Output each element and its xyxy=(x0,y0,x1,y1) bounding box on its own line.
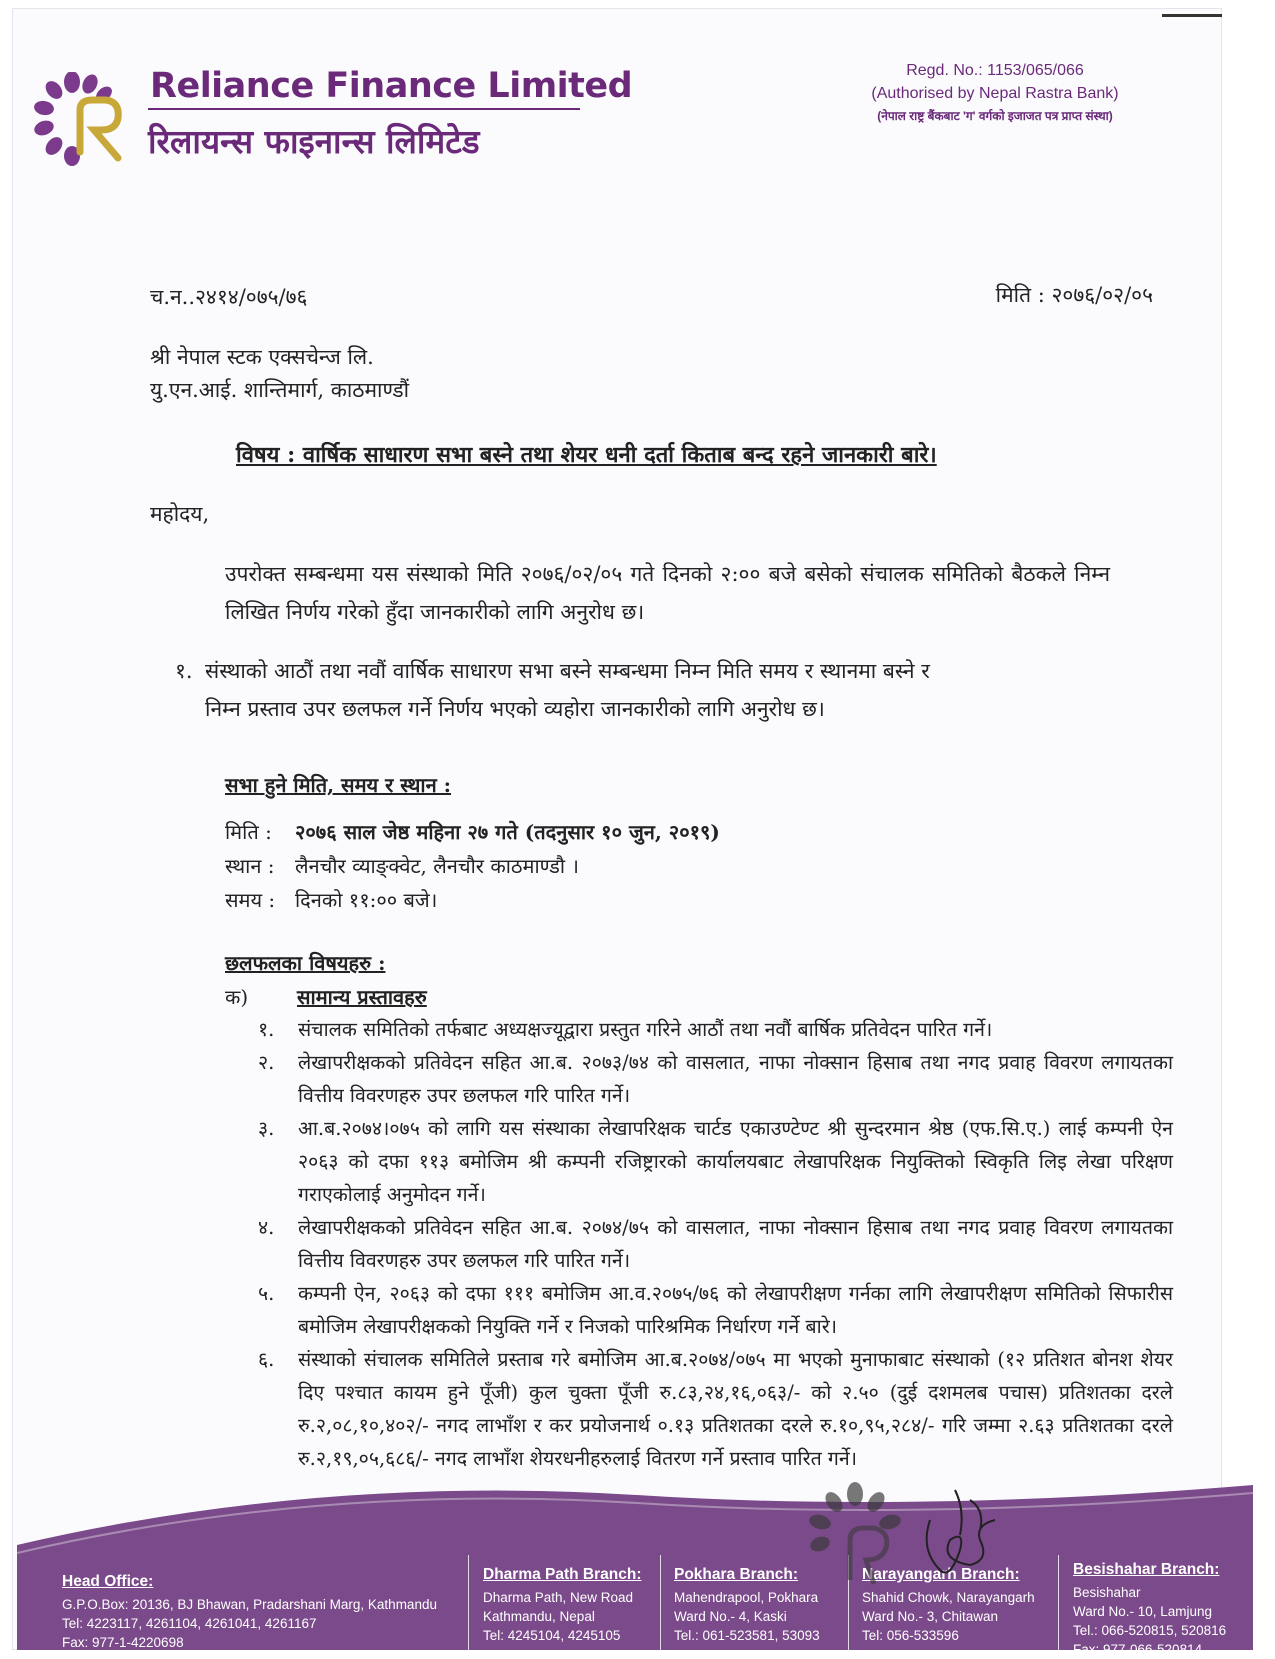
branch-line: Fax: 977-066-520814 xyxy=(1073,1642,1203,1657)
agenda-item xyxy=(258,1211,1173,1277)
agenda-item-number: २. xyxy=(258,1051,275,1074)
branch-line: Tel: 4245104, 4245105 xyxy=(483,1628,621,1643)
branch-line: Tel: 4223117, 4261104, 4261041, 4261167 xyxy=(62,1616,317,1631)
branch-title: Pokhara Branch: xyxy=(674,1566,799,1583)
agenda-item-text: लेखापरीक्षकको प्रतिवेदन सहित आ.ब. २०७३/७४ को वासलात, नाफा नोक्सान हिसाब तथा नगद प्रवाह विवरण लगायतका वित्तीय विवरणहरु उपर छलफल गरि पारित गर्ने। xyxy=(298,1051,1173,1107)
branch-title: Narayangarh Branch: xyxy=(862,1566,1020,1583)
reference-number: च.न..२४१४/०७५/७६ xyxy=(150,285,308,309)
agenda-item xyxy=(258,1013,1173,1046)
meeting-date-label: मिति : xyxy=(225,820,272,844)
company-name-nepali: रिलायन्स फाइनान्स लिमिटेड xyxy=(148,122,480,161)
agenda-item-number: ५. xyxy=(258,1282,275,1305)
agenda-item xyxy=(258,1112,1173,1211)
branch-line: Tel.: 061-523581, 53093 xyxy=(674,1628,820,1643)
branch-line: Ward No.- 3, Chitawan xyxy=(862,1609,999,1624)
dharma-path-branch-block xyxy=(483,1565,641,1645)
point-one-line-1: संस्थाको आठौं तथा नवौं वार्षिक साधारण सभा बस्ने सम्बन्धमा निम्न मिति समय र स्थानमा बस्ने र xyxy=(205,659,930,683)
meeting-heading: सभा हुने मिति, समय र स्थान : xyxy=(225,773,452,797)
meeting-time-value: दिनको ११:०० बजे। xyxy=(295,888,438,912)
agenda-item-text: आ.ब.२०७४।०७५ को लागि यस संस्थाका लेखापरिक्षक चार्टड एकाउण्टेण्ट श्री सुन्दरमान श्रेष्ठ (एफ.सि.ए.) लाई कम्पनी ऐन २०६३ को दफा ११३ बमोजिम श्री कम्पनी रजिष्ट्रारको कार्यालयबाट लेखापरिक्षक नियुक्तिको स्विकृति लिइ लेखा परिक्षण गराएकोलाई अनुमोदन गर्ने। xyxy=(298,1117,1173,1206)
agenda-item-text: लेखापरीक्षकको प्रतिवेदन सहित आ.ब. २०७४/७५ को वासलात, नाफा नोक्सान हिसाब तथा नगद प्रवाह विवरण लगायतका वित्तीय विवरणहरु उपर छलफल गरि पारित गर्ने। xyxy=(298,1216,1173,1272)
branch-line: Besishahar xyxy=(1073,1585,1141,1600)
agenda-item-text: संस्थाको संचालक समितिले प्रस्ताब गरे बमोजिम आ.ब.२०७४/०७५ मा भएको मुनाफाबाट संस्थाको (१२ प्रतिशत बोनश शेयर दिए पश्चात कायम हुने पूँजी) कुल चुक्ता पूँजी रु.८३,२४,१६,०६३/- को २.५० (दुई दशमलब पचास) प्रतिशतका दरले रु.२,०८,१०,४०२/- नगद लाभाँश र कर प्रयोजनार्थ ०.१३ प्रतिशतका दरले रु.१०,९५,२८४/- गरि जम्मा २.६३ प्रतिशतका दरले रु.२,१९,०५,६८६/- नगद लाभाँश शेयरधनीहरुलाई वितरण गर्ने प्रस्ताव पारित गर्ने। xyxy=(298,1348,1173,1470)
branch-line: Kathmandu, Nepal xyxy=(483,1609,595,1624)
branch-title: Dharma Path Branch: xyxy=(483,1566,642,1583)
branch-title: Besishahar Branch: xyxy=(1073,1561,1220,1578)
reliance-flower-logo xyxy=(32,72,128,168)
agenda-list xyxy=(258,1013,1173,1475)
branch-line: Fax: 977-1-4220698 xyxy=(62,1635,184,1650)
point-one-paragraph xyxy=(175,652,1110,728)
recipient-name: श्री नेपाल स्टक एक्सचेन्ज लि. xyxy=(150,345,374,369)
letter-subject: विषय : वार्षिक साधारण सभा बस्ने तथा शेयर धनी दर्ता किताब बन्द रहने जानकारी बारे। xyxy=(236,442,937,468)
general-label: क) xyxy=(225,985,249,1009)
salutation: महोदय, xyxy=(150,502,210,526)
company-name-english: Reliance Finance Limited xyxy=(150,66,633,106)
meeting-date-row xyxy=(225,818,720,845)
footer-divider xyxy=(660,1555,661,1650)
point-one-line-2: निम्न प्रस्ताव उपर छलफल गर्ने निर्णय भएको व्यहोरा जानकारीको लागि अनुरोध छ। xyxy=(205,697,825,721)
intro-paragraph: उपरोक्त सम्बन्धमा यस संस्थाको मिति २०७६/०२/०५ गते दिनको २:०० बजे बसेको संचालक समितिको बैठकले निम्न लिखित निर्णय गरेको हुँदा जानकारीको लागि अनुरोध छ। xyxy=(225,562,1110,624)
agenda-item xyxy=(258,1046,1173,1112)
branch-line: Ward No.- 10, Lamjung xyxy=(1073,1604,1213,1619)
branch-line: G.P.O.Box: 20136, BJ Bhawan, Pradarshani Marg, Kathmandu xyxy=(62,1597,437,1612)
point-number: १. xyxy=(175,659,193,683)
authorisation-note-nepali: (नेपाल राष्ट्र बैंकबाट 'ग' वर्गको इजाजत पत्र प्राप्त संस्था) xyxy=(877,109,1113,123)
meeting-place-value: लैनचौर व्याङ्क्वेट, लैनचौर काठमाण्डौ । xyxy=(295,854,579,878)
footer-divider xyxy=(1058,1555,1059,1650)
agenda-item xyxy=(258,1277,1173,1343)
scan-edge-line xyxy=(1162,14,1222,17)
agenda-item-number: १. xyxy=(258,1018,275,1041)
general-proposals-heading xyxy=(225,983,427,1010)
branch-line: Mahendrapool, Pokhara xyxy=(674,1590,819,1605)
meeting-place-label: स्थान : xyxy=(225,854,275,878)
agenda-item-text: कम्पनी ऐन, २०६३ को दफा १११ बमोजिम आ.व.२०७५/७६ को लेखापरीक्षण गर्नका लागि लेखापरीक्षण समितिको सिफारीस बमोजिम लेखापरीक्षकको नियुक्ति गर्ने र निजको पारिश्रमिक निर्धारण गर्ने बारे। xyxy=(298,1282,1173,1338)
registration-number: Regd. No.: 1153/065/066 xyxy=(906,62,1084,79)
general-title: सामान्य प्रस्तावहरु xyxy=(297,985,427,1009)
agenda-item-text: संचालक समितिको तर्फबाट अध्यक्षज्यूद्वारा प्रस्तुत गरिने आठौं तथा नवौं बार्षिक प्रतिवेदन पारित गर्ने। xyxy=(298,1018,993,1041)
branch-title: Head Office: xyxy=(62,1573,154,1590)
brand-underline xyxy=(148,108,580,110)
agenda-item-number: ४. xyxy=(258,1216,275,1239)
agenda-item-number: ३. xyxy=(258,1117,275,1140)
head-office-block xyxy=(62,1572,437,1652)
meeting-date-value: २०७६ साल जेष्ठ महिना २७ गते (तदनुसार १० जुन, २०१९) xyxy=(295,820,720,844)
branch-line: Shahid Chowk, Narayangarh xyxy=(862,1590,1035,1605)
branch-line: Dharma Path, New Road xyxy=(483,1590,634,1605)
signature-icon xyxy=(910,1480,1010,1590)
meeting-time-row xyxy=(225,886,437,913)
agenda-heading: छलफलका विषयहरु : xyxy=(225,951,386,975)
recipient-address: यु.एन.आई. शान्तिमार्ग, काठमाण्डौं xyxy=(150,378,410,402)
meeting-time-label: समय : xyxy=(225,888,276,912)
registration-block xyxy=(815,62,1175,124)
meeting-place-row xyxy=(225,852,579,879)
agenda-item-number: ६. xyxy=(258,1348,275,1371)
branch-line: Ward No.- 4, Kaski xyxy=(674,1609,787,1624)
branch-line: Tel: 056-533596 xyxy=(862,1628,959,1643)
agenda-item xyxy=(258,1343,1173,1475)
letter-date: मिति : २०७६/०२/०५ xyxy=(995,283,1153,307)
pokhara-branch-block xyxy=(674,1565,820,1645)
authorisation-note: (Authorised by Nepal Rastra Bank) xyxy=(871,85,1119,102)
branch-line: Tel.: 066-520815, 520816 xyxy=(1073,1623,1227,1638)
footer-divider xyxy=(468,1555,469,1650)
besishahar-branch-block xyxy=(1073,1560,1226,1659)
company-stamp-icon xyxy=(800,1480,910,1610)
